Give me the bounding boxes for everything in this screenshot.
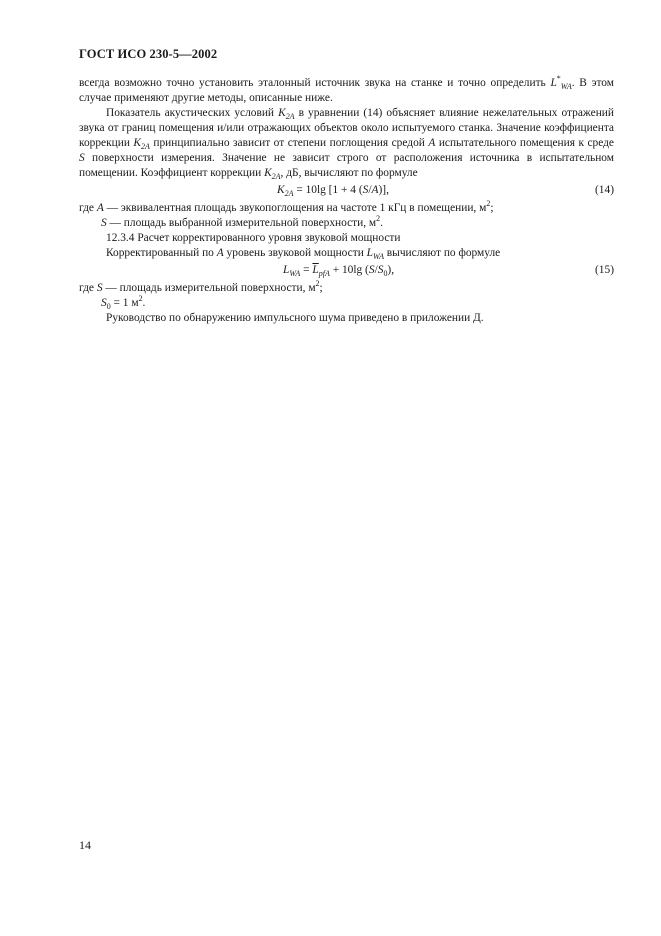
definition-s: S — площадь выбранной измерительной поверхности, $м^2$. (101, 214, 383, 229)
paragraph-acoustic-conditions: Показатель акустических условий $K_{2A}$ в уравнении (14) объясняет влияние нежелательных отражений звука от границ помещения и/или отражающих объектов около испытуемого станка. Значение коэффициента коррекции $K_{2A}$ принципиально зависит от степени поглощения средой A испытательного помещения к среде S поверхности измерения. Значение не зависит строго от расположения источника в испытательном помещении. Коэффициент коррекции $K_{2A}$, дБ, вычисляют по формуле (79, 107, 614, 181)
formula-14 (79, 183, 614, 200)
definition-a: где A — эквивалентная площадь звукопоглощения на частоте 1 кГц в помещении, $м^2$; (79, 199, 494, 214)
formula-15 (79, 263, 614, 280)
page-header: ГОСТ ИСО 230-5—2002 (79, 47, 218, 61)
paragraph-continuation: всегда возможно точно установить эталонный источник звука на станке и точно определить $L^*_{WA}$. В этом случае применяют другие методы, описанные ниже. (79, 74, 614, 104)
formula-14-expression: $K_{2A} = 10\lg$ [1 + 4 (S/A)], (277, 184, 389, 198)
page-number: 14 (79, 838, 91, 852)
definition-s-measurement: где S — площадь измерительной поверхности, $м^2$; (79, 279, 323, 294)
document-body (79, 76, 614, 326)
paragraph-impulse-noise-reference: Руководство по обнаружению импульсного шума приведено в приложении Д. (106, 312, 484, 324)
formula-15-expression: $L_{WA} = \overline{L}_{pfA} + 10\lg$ $(S/S_0)$, (283, 264, 395, 278)
definition-s0: $S_0 = 1$ $м^2$. (101, 294, 146, 311)
formula-15-number: (15) (595, 264, 614, 276)
paragraph-corrected-level: Корректированный по A уровень звуковой мощности $L_{WA}$ вычисляют по формуле (106, 247, 501, 261)
formula-14-number: (14) (595, 184, 614, 196)
section-heading-12-3-4: 12.3.4 Расчет корректированного уровня звуковой мощности (106, 232, 401, 244)
